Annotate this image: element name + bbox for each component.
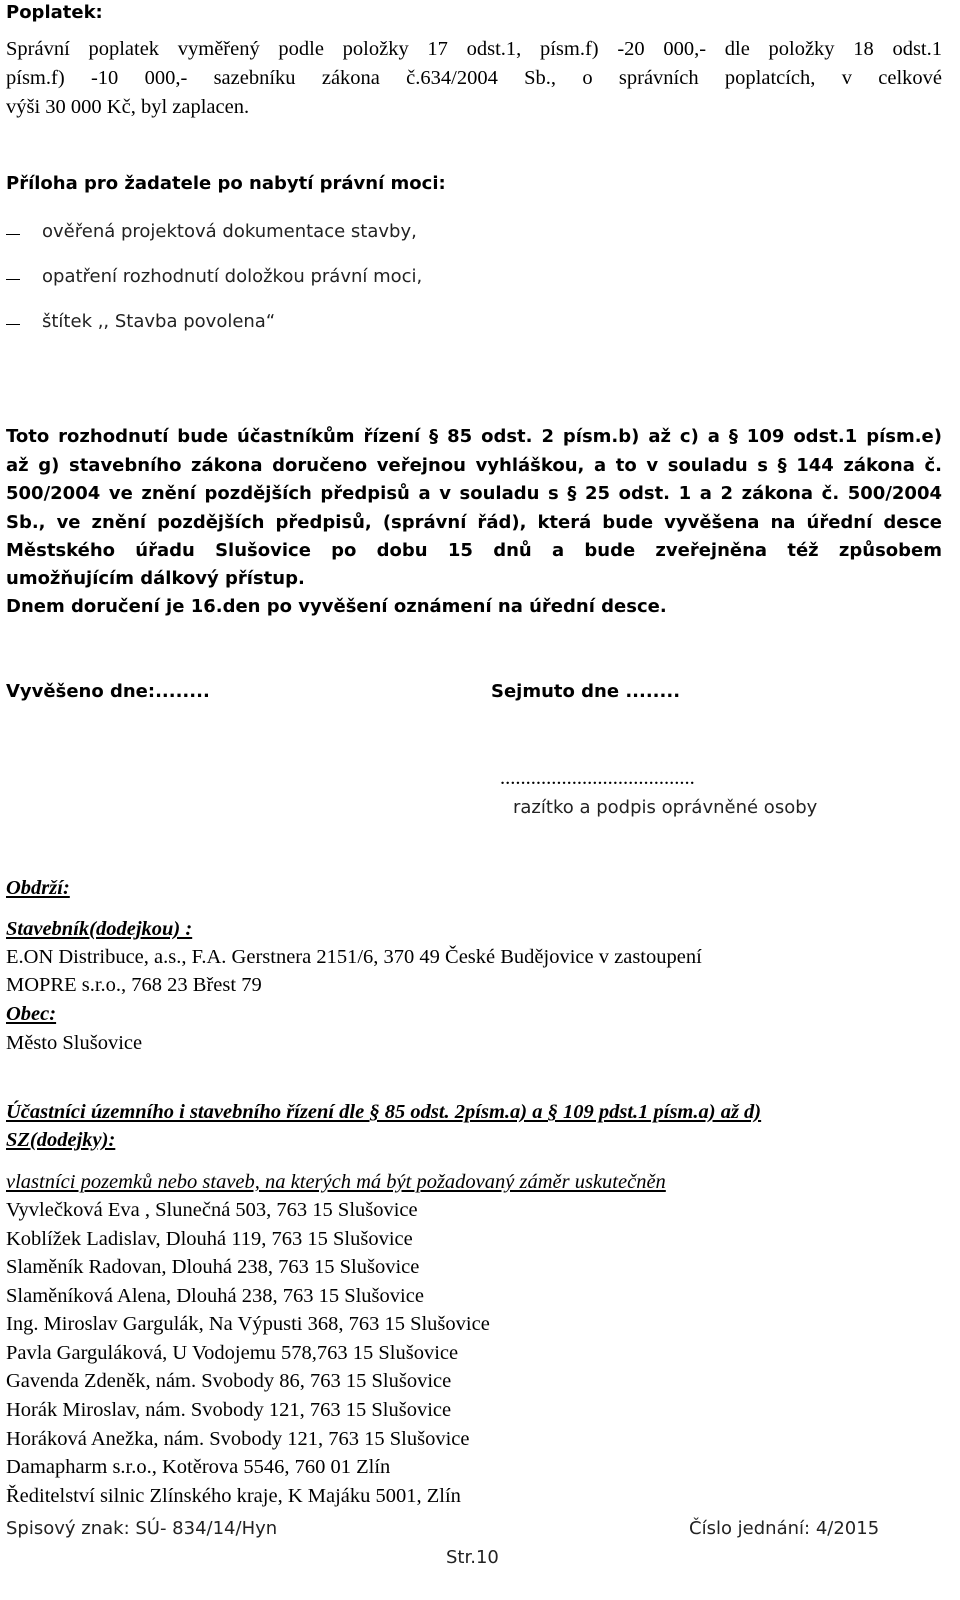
attachment-heading: Příloha pro žadatele po nabytí právní moci: <box>6 173 446 194</box>
builder-heading: Stavebník(dodejkou) : <box>6 918 193 940</box>
signature-dots: ...................................... <box>500 767 695 789</box>
fee-heading: Poplatek: <box>6 2 103 23</box>
dash-bullet-icon <box>6 324 20 325</box>
participant-item: Pavla Garguláková, U Vodojemu 578,763 15 Slušovice <box>6 1342 459 1364</box>
municipality-name: Město Slušovice <box>6 1032 143 1054</box>
participant-item: Damapharm s.r.o., Kotěrova 5546, 760 01 Zlín <box>6 1456 391 1478</box>
signature-label: razítko a podpis oprávněné osoby <box>513 797 818 818</box>
page-number: Str.10 <box>446 1547 499 1568</box>
participants-heading: Účastníci územního i stavebního řízení dle § 85 odst. 2písm.a) a § 109 pdst.1 písm.a) až d) <box>6 1101 762 1123</box>
participants-heading-2: SZ(dodejky): <box>6 1129 116 1151</box>
file-mark: Spisový znak: SÚ- 834/14/Hyn <box>6 1518 278 1539</box>
notice-line-6: umožňujícím dálkový přístup. <box>6 568 305 589</box>
notice-line-4: Sb., ve znění pozdějších předpisů, (správní řád), která bude vyvěšena na úřední desce <box>6 512 942 533</box>
notice-line-2: až g) stavebního zákona doručeno veřejnou vyhláškou, a to v souladu s § 144 zákona č. <box>6 455 942 476</box>
notice-line-5: Městského úřadu Slušovice po dobu 15 dnů a bude zveřejněna též způsobem <box>6 540 942 561</box>
removed-date-field: Sejmuto dne ........ <box>491 681 681 702</box>
participant-item: Horák Miroslav, nám. Svobody 121, 763 15 Slušovice <box>6 1399 452 1421</box>
participant-item: Slaměník Radovan, Dlouhá 238, 763 15 Slušovice <box>6 1256 420 1278</box>
participant-item: Ing. Miroslav Gargulák, Na Výpusti 368, 763 15 Slušovice <box>6 1313 490 1335</box>
builder-line-1: E.ON Distribuce, a.s., F.A. Gerstnera 2151/6, 370 49 České Budějovice v zastoupení <box>6 946 702 968</box>
attachment-item: opatření rozhodnutí doložkou právní moci, <box>42 266 423 287</box>
builder-line-2: MOPRE s.r.o., 768 23 Břest 79 <box>6 974 262 996</box>
notice-line-1: Toto rozhodnutí bude účastníkům řízení § 85 odst. 2 písm.b) až c) a § 109 odst.1 písm.e) <box>6 426 942 447</box>
fee-line-1: Správní poplatek vyměřený podle položky 17 odst.1, písm.f) -20 000,- dle položky 18 odst.1 <box>6 38 942 60</box>
posted-date-field: Vyvěšeno dne:........ <box>6 681 210 702</box>
reference-number: Číslo jednání: 4/2015 <box>689 1518 880 1539</box>
participants-subheading: vlastníci pozemků nebo staveb, na kterých má být požadovaný záměr uskutečněn <box>6 1171 666 1193</box>
participant-item: Gavenda Zdeněk, nám. Svobody 86, 763 15 Slušovice <box>6 1370 452 1392</box>
dash-bullet-icon <box>6 279 20 280</box>
fee-line-3: výši 30 000 Kč, byl zaplacen. <box>6 96 250 118</box>
notice-line-3: 500/2004 ve znění pozdějších předpisů a v souladu s § 25 odst. 1 a 2 zákona č. 500/2004 <box>6 483 942 504</box>
participant-item: Ředitelství silnic Zlínského kraje, K Majáku 5001, Zlín <box>6 1485 461 1507</box>
participant-item: Koblížek Ladislav, Dlouhá 119, 763 15 Slušovice <box>6 1228 413 1250</box>
recipients-heading: Obdrží: <box>6 877 70 899</box>
municipality-heading: Obec: <box>6 1003 57 1025</box>
dash-bullet-icon <box>6 234 20 235</box>
participant-item: Vyvlečková Eva , Slunečná 503, 763 15 Slušovice <box>6 1199 418 1221</box>
participant-item: Slaměníková Alena, Dlouhá 238, 763 15 Slušovice <box>6 1285 424 1307</box>
notice-line-7: Dnem doručení je 16.den po vyvěšení oznámení na úřední desce. <box>6 596 667 617</box>
participant-item: Horáková Anežka, nám. Svobody 121, 763 15 Slušovice <box>6 1428 470 1450</box>
attachment-item: štítek ,, Stavba povolena“ <box>42 311 276 332</box>
attachment-item: ověřená projektová dokumentace stavby, <box>42 221 417 242</box>
fee-line-2: písm.f) -10 000,- sazebníku zákona č.634/2004 Sb., o správních poplatcích, v celkové <box>6 67 942 89</box>
